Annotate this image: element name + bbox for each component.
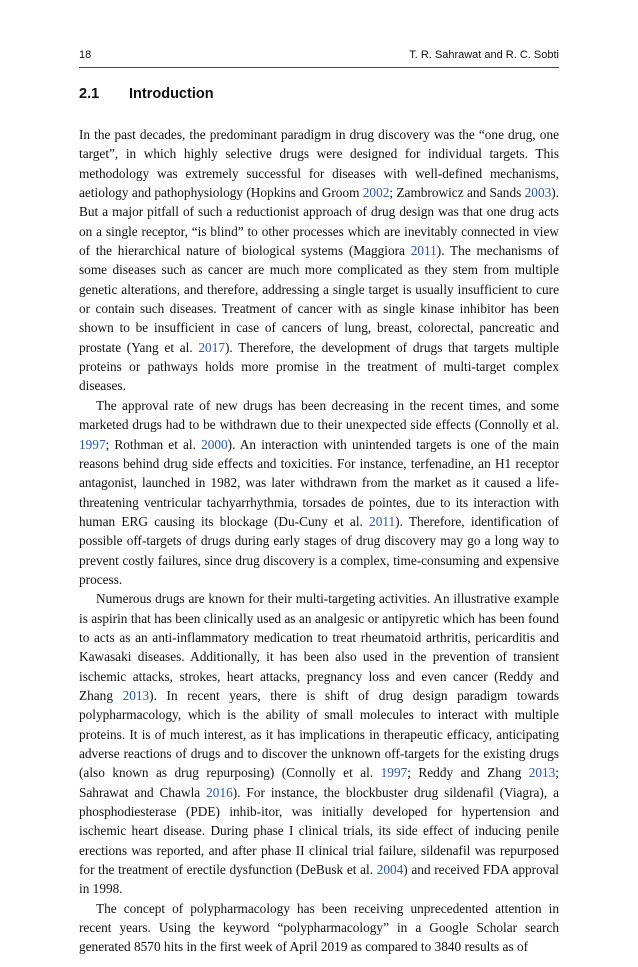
paragraph-text: ). Therefore, identification of possible off-targets of drugs during early stages of drug discovery may go a long way to prevent costly failures, since drug discovery is a complex, time-consuming and expensive process. [79,513,559,587]
paragraph-text: The concept of polypharmacology has been receiving unprecedented attention in recent years. Using the keyword “polypharmacology” in a Google Scholar search generated 8570 hits in the first week of April 2019 as compared to 3840 results as of [79,900,559,955]
citation-link[interactable]: 2002 [362,185,390,201]
paragraph-text: ; Rothman et al. [105,436,202,452]
paragraph [79,899,559,957]
paragraph-text: The approval rate of new drugs has been decreasing in the recent times, and some marketed drugs had to be withdrawn due to their unexpected side effects (Connolly et al. [79,397,559,433]
section-heading [79,86,214,102]
paragraph [79,589,559,899]
citation-link[interactable]: 2013 [528,765,556,781]
paragraph-text: ; Sahrawat and Chawla [79,765,559,800]
paragraph-text: ). In recent years, there is shift of drug design paradigm towards polypharmacology, which is the ability of small molecules to interact with multiple proteins. It is of much interest, as it has implications in therapeutic efficacy, anticipating adverse reactions of drugs and to discover the unknown off-targets for the existing drugs (also known as drug repurposing) (Connolly et al. [79,687,560,781]
citation-link[interactable]: 2013 [122,687,150,703]
paragraph-text: In the past decades, the predominant paradigm in drug discovery was the “one drug, one target”, in which highly selective drugs were designed for individual targets. This methodology was extremely successful for diseases with well-defined mechanisms, aetiology and pathophysiology (Hopkins and Groom [79,127,559,201]
paragraph [79,125,559,396]
paragraph-text: ). For instance, the blockbuster drug sildenafil (Viagra), a phosphodiesterase (PDE) inhib-itor, was initially developed for hypertension and ischemic heart disease. During phase I clinical trials, its side effect of inducing penile erections was reported, and after phase II clinical trial failure, sildenafil was repurposed for the treatment of erectile dysfunction (DeBusk et al. [79,784,560,878]
paragraph-text: ; Reddy and Zhang [407,765,529,781]
citation-link[interactable]: 2003 [524,185,552,201]
paragraph-text: ). Therefore, the development of drugs that targets multiple proteins or pathways holds more promise in the treatment of multi-target complex diseases. [79,339,559,394]
citation-link[interactable]: 2004 [376,862,404,878]
paragraph-text: ). But a major pitfall of such a reductionist approach of drug design was that one drug acts on a single receptor, “is blind” to other processes which are inevitably connected in view of the hierarchical nature of biological systems (Maggiora [79,185,559,259]
citation-link[interactable]: 2000 [201,436,228,452]
paragraph-text: ). The mechanisms of some diseases such as cancer are much more complicated as they stem from multiple genetic alterations, and therefore, addressing a single target is usually insufficient to cure or contain such diseases. Treatment of cancer with as single kinase inhibitor has been shown to be insufficient in case of cancers of lung, breast, colorectal, pancreatic and prostate (Yang et al. [79,243,560,355]
citation-link[interactable]: 1997 [380,765,408,781]
paragraph-text: ). An interaction with unintended targets is one of the main reasons behind drug side effects and toxicities. For instance, terfenadine, an H1 receptor antagonist, launched in 1982, was later withdrawn from the market as it caused a life-threatening ventricular tachyarrhythmia, torsades de pointes, due to its interaction with human ERG causing its blockage (Du-Cuny et al. [79,436,559,529]
page-number: 18 [79,49,92,61]
header-rule [79,67,559,68]
citation-link[interactable]: 1997 [79,436,106,452]
paragraph-text: ) and received FDA approval in 1998. [79,862,559,897]
citation-link[interactable]: 2011 [410,243,437,259]
citation-link[interactable]: 2011 [369,513,396,529]
paragraph-text: ; Zambrowicz and Sands [389,185,525,201]
section-title: Introduction [129,86,214,102]
citation-link[interactable]: 2017 [198,339,225,355]
section-number: 2.1 [79,86,100,102]
body-text [79,125,559,957]
paragraph [79,396,559,589]
paragraph-text: Numerous drugs are known for their multi-targeting activities. An illustrative example is aspirin that has been clinically used as an analgesic or antipyretic which has been found to acts as an anti-inflammatory medication to treat rheumatoid arthritis, pericarditis and Kawasaki diseases. Additionally, it has been also used in the prevention of transient ischemic attacks, strokes, heart attacks, pregnancy loss and even cancer (Reddy and Zhang [79,591,559,703]
running-header [79,49,559,61]
running-header-authors: T. R. Sahrawat and R. C. Sobti [409,49,559,61]
citation-link[interactable]: 2016 [206,784,233,800]
